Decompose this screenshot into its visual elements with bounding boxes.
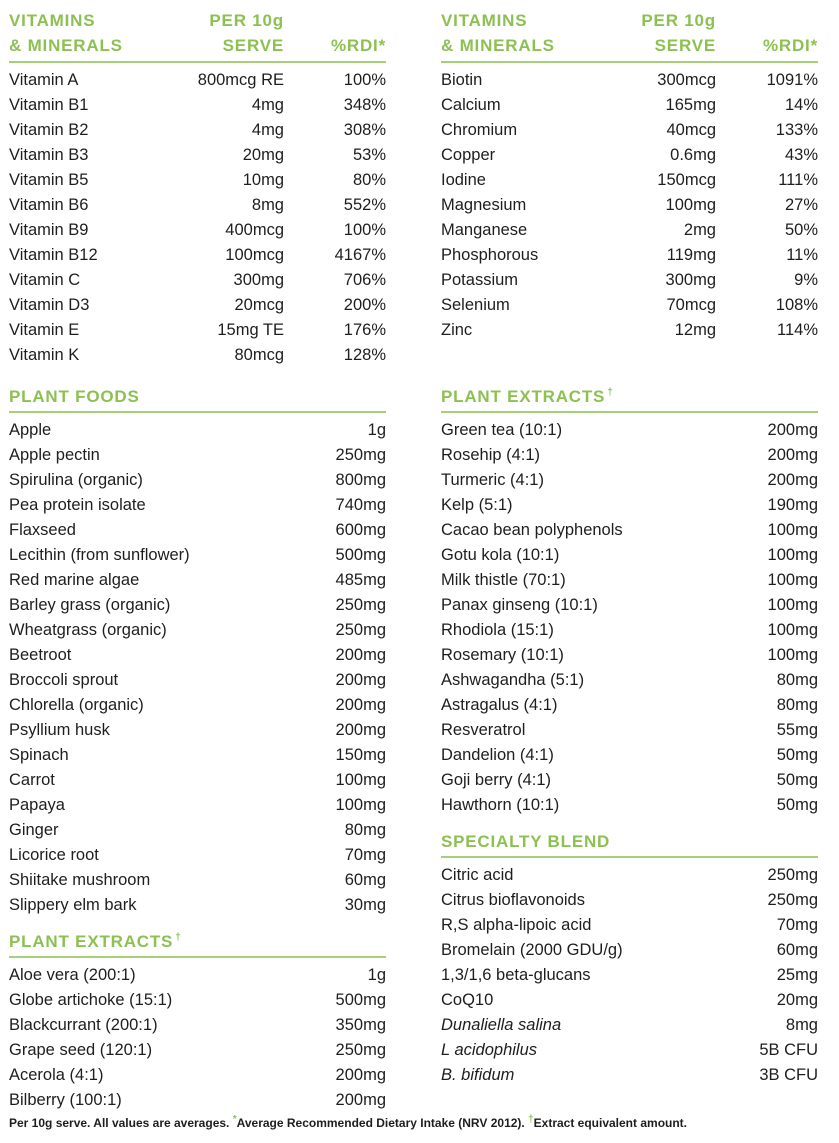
ingredient-name: Hawthorn (10:1): [441, 796, 560, 814]
ingredient-amount: 740mg: [335, 496, 386, 514]
ingredient-amount: 100mg: [767, 546, 818, 564]
ingredient-name: Red marine algae: [9, 571, 140, 589]
nutrient-rdi: 552%: [343, 196, 386, 214]
nutrient-amount: 119mg: [666, 246, 716, 264]
ingredient-name: Lecithin (from sunflower): [9, 546, 190, 564]
table-row: [441, 193, 818, 218]
ingredient-amount: 200mg: [335, 721, 386, 739]
table-row: [441, 988, 818, 1013]
table-row: [441, 118, 818, 143]
table-row: [9, 268, 386, 293]
ingredient-name: Grape seed (120:1): [9, 1041, 153, 1059]
ingredient-amount: 485mg: [335, 571, 386, 589]
ingredient-amount: 80mg: [776, 696, 818, 714]
table-row: [9, 793, 386, 818]
table-row: [9, 593, 386, 618]
ingredient-amount: 100mg: [335, 771, 386, 789]
ingredient-amount: 80mg: [776, 671, 818, 689]
ingredient-amount: 100mg: [767, 646, 818, 664]
nutrient-name: Magnesium: [441, 196, 527, 214]
ingredient-name: Resveratrol: [441, 721, 526, 739]
table-row: [441, 863, 818, 888]
nutrient-name: Potassium: [441, 271, 519, 289]
ingredient-name: Kelp (5:1): [441, 496, 513, 514]
ingredient-name: Turmeric (4:1): [441, 471, 544, 489]
table-row: [9, 668, 386, 693]
ingredient-name: Chlorella (organic): [9, 696, 144, 714]
table-row: [9, 143, 386, 168]
ingredient-amount: 50mg: [776, 796, 818, 814]
ingredient-name: Milk thistle (70:1): [441, 571, 566, 589]
specialty-blend-list: [441, 858, 818, 1088]
ingredient-amount: 100mg: [767, 571, 818, 589]
ingredient-name: Goji berry (4:1): [441, 771, 552, 789]
minerals-list: [441, 63, 818, 343]
nutrient-amount: 165mg: [665, 96, 716, 114]
table-row: [441, 743, 818, 768]
nutrient-name: Vitamin B1: [9, 96, 89, 114]
table-row: [441, 963, 818, 988]
ingredient-name: Rosehip (4:1): [441, 446, 541, 464]
ingredient-name: R,S alpha-lipoic acid: [441, 916, 592, 934]
table-row: [9, 1013, 386, 1038]
nutrient-rdi: 4167%: [334, 246, 386, 264]
ingredient-amount: 200mg: [335, 696, 386, 714]
nutrient-name: Selenium: [441, 296, 510, 314]
nutrient-rdi: 80%: [352, 171, 386, 189]
nutrient-amount: 15mg TE: [217, 321, 284, 339]
nutrient-rdi: 108%: [775, 296, 818, 314]
table-row: [441, 1013, 818, 1038]
nutrient-rdi: 9%: [794, 271, 818, 289]
ingredient-amount: 25mg: [776, 966, 818, 984]
ingredient-amount: 190mg: [767, 496, 818, 514]
ingredient-amount: 20mg: [776, 991, 818, 1009]
ingredient-name: Broccoli sprout: [9, 671, 119, 689]
table-row: [9, 718, 386, 743]
nutrient-amount: 4mg: [251, 121, 284, 139]
nutrient-name: Vitamin K: [9, 346, 80, 364]
ingredient-amount: 100mg: [767, 521, 818, 539]
table-row: [9, 343, 386, 368]
nutrient-amount: 800mcg RE: [197, 71, 284, 89]
table-row: [441, 318, 818, 343]
table-row: [9, 643, 386, 668]
nutrient-rdi: 200%: [343, 296, 386, 314]
ingredient-name: Green tea (10:1): [441, 421, 563, 439]
table-row: [441, 593, 818, 618]
table-row: [441, 938, 818, 963]
nutrient-name: Vitamin B2: [9, 121, 89, 139]
nutrient-amount: 400mcg: [225, 221, 284, 239]
table-row: [441, 618, 818, 643]
ingredient-amount: 1g: [367, 966, 386, 984]
nutrient-rdi: 133%: [775, 121, 818, 139]
table-row: [441, 443, 818, 468]
table-row: [441, 568, 818, 593]
nutrient-amount: 100mcg: [225, 246, 284, 264]
nutrient-amount: 40mcg: [666, 121, 716, 139]
table-row: [9, 443, 386, 468]
ingredient-amount: 1g: [367, 421, 386, 439]
nutrient-name: Calcium: [441, 96, 501, 114]
table-row: [9, 118, 386, 143]
table-row: [441, 293, 818, 318]
table-row: [441, 643, 818, 668]
ingredient-amount: 500mg: [335, 546, 386, 564]
table-row: [441, 68, 818, 93]
right-column: [441, 8, 818, 1088]
ingredient-name: Citric acid: [441, 866, 514, 884]
ingredient-amount: 100mg: [767, 596, 818, 614]
table-row: [441, 668, 818, 693]
ingredient-amount: 250mg: [335, 596, 386, 614]
plant-extracts-list-right: [441, 413, 818, 818]
ingredient-name: Astragalus (4:1): [441, 696, 558, 714]
ingredient-name: Panax ginseng (10:1): [441, 596, 598, 614]
ingredient-amount: 50mg: [776, 771, 818, 789]
nutrient-name: Vitamin B5: [9, 171, 89, 189]
ingredient-amount: 200mg: [335, 1066, 386, 1084]
table-row: [9, 1088, 386, 1113]
ingredient-amount: 5B CFU: [759, 1041, 818, 1059]
table-row: [441, 1063, 818, 1088]
minerals-header: VITAMINS & MINERALS PER 10g SERVE %RDI*: [441, 8, 818, 63]
ingredient-amount: 350mg: [335, 1016, 386, 1034]
nutrient-rdi: 348%: [343, 96, 386, 114]
table-row: [441, 218, 818, 243]
nutrient-amount: 70mcg: [666, 296, 716, 314]
table-row: [9, 93, 386, 118]
nutrient-name: Biotin: [441, 71, 483, 89]
nutrient-amount: 20mg: [242, 146, 284, 164]
nutrient-rdi: 100%: [343, 71, 386, 89]
nutrient-name: Vitamin B6: [9, 196, 89, 214]
ingredient-amount: 250mg: [335, 1041, 386, 1059]
ingredient-name: Spinach: [9, 746, 69, 764]
table-row: [441, 1038, 818, 1063]
nutrient-rdi: 14%: [784, 96, 818, 114]
ingredient-name: Apple: [9, 421, 52, 439]
ingredient-amount: 250mg: [767, 866, 818, 884]
ingredient-name: B. bifidum: [441, 1066, 515, 1084]
ingredient-name: Spirulina (organic): [9, 471, 143, 489]
nutrient-rdi: 50%: [784, 221, 818, 239]
ingredient-name: Psyllium husk: [9, 721, 110, 739]
nutrient-amount: 100mg: [665, 196, 716, 214]
ingredient-amount: 80mg: [344, 821, 386, 839]
nutrient-rdi: 1091%: [766, 71, 818, 89]
nutrient-amount: 0.6mg: [670, 146, 716, 164]
table-row: [441, 243, 818, 268]
table-row: [9, 843, 386, 868]
ingredient-name: Dunaliella salina: [441, 1016, 562, 1034]
ingredient-amount: 60mg: [344, 871, 386, 889]
ingredient-amount: 500mg: [335, 991, 386, 1009]
plant-foods-list: [9, 413, 386, 918]
ingredient-name: Beetroot: [9, 646, 72, 664]
ingredient-name: Licorice root: [9, 846, 99, 864]
ingredient-amount: 200mg: [767, 446, 818, 464]
ingredient-amount: 60mg: [776, 941, 818, 959]
nutrient-name: Vitamin B12: [9, 246, 98, 264]
nutrient-name: Vitamin D3: [9, 296, 90, 314]
ingredient-name: Ginger: [9, 821, 59, 839]
nutrient-name: Chromium: [441, 121, 518, 139]
table-row: [9, 543, 386, 568]
ingredient-name: Bromelain (2000 GDU/g): [441, 941, 623, 959]
table-row: [441, 543, 818, 568]
plant-extracts-list-left: [9, 958, 386, 1113]
table-row: [441, 768, 818, 793]
ingredient-amount: 250mg: [335, 621, 386, 639]
ingredient-amount: 800mg: [335, 471, 386, 489]
nutrient-name: Phosphorous: [441, 246, 539, 264]
plant-extracts-header-right: PLANT EXTRACTS †: [441, 379, 818, 413]
ingredient-amount: 70mg: [776, 916, 818, 934]
table-row: [9, 293, 386, 318]
ingredient-amount: 250mg: [335, 446, 386, 464]
table-row: [9, 963, 386, 988]
ingredient-amount: 3B CFU: [759, 1066, 818, 1084]
plant-extracts-header-left: PLANT EXTRACTS †: [9, 924, 386, 958]
ingredient-name: Carrot: [9, 771, 55, 789]
nutrient-name: Vitamin C: [9, 271, 81, 289]
ingredient-amount: 200mg: [335, 1091, 386, 1109]
table-row: [9, 243, 386, 268]
nutrient-amount: 2mg: [683, 221, 716, 239]
ingredient-name: Papaya: [9, 796, 65, 814]
table-row: [441, 93, 818, 118]
nutrient-name: Zinc: [441, 321, 473, 339]
nutrient-name: Vitamin B9: [9, 221, 89, 239]
ingredient-name: Apple pectin: [9, 446, 100, 464]
ingredient-amount: 70mg: [344, 846, 386, 864]
ingredient-amount: 100mg: [767, 621, 818, 639]
table-row: [9, 518, 386, 543]
nutrient-name: Vitamin E: [9, 321, 80, 339]
vitamins-header: VITAMINS & MINERALS PER 10g SERVE %RDI*: [9, 8, 386, 63]
table-row: [9, 768, 386, 793]
nutrient-rdi: 11%: [786, 246, 818, 264]
ingredient-amount: 100mg: [335, 796, 386, 814]
table-row: [9, 168, 386, 193]
table-row: [441, 268, 818, 293]
ingredient-name: 1,3/1,6 beta-glucans: [441, 966, 591, 984]
nutrient-amount: 12mg: [674, 321, 716, 339]
table-row: [9, 818, 386, 843]
table-row: [441, 888, 818, 913]
ingredient-name: Rhodiola (15:1): [441, 621, 554, 639]
ingredient-amount: 200mg: [767, 421, 818, 439]
ingredient-name: Globe artichoke (15:1): [9, 991, 173, 1009]
ingredient-amount: 200mg: [767, 471, 818, 489]
ingredient-name: Rosemary (10:1): [441, 646, 564, 664]
nutrient-rdi: 53%: [352, 146, 386, 164]
vitamins-list: [9, 63, 386, 368]
ingredient-amount: 8mg: [785, 1016, 818, 1034]
ingredient-name: Slippery elm bark: [9, 896, 137, 914]
nutrient-name: Vitamin A: [9, 71, 79, 89]
table-row: [9, 893, 386, 918]
table-row: [441, 793, 818, 818]
nutrient-rdi: 176%: [343, 321, 386, 339]
nutrient-amount: 80mcg: [234, 346, 284, 364]
nutrient-amount: 4mg: [251, 96, 284, 114]
table-row: [9, 318, 386, 343]
table-row: [441, 693, 818, 718]
table-row: [9, 568, 386, 593]
table-row: [441, 518, 818, 543]
nutrient-amount: 300mg: [665, 271, 716, 289]
nutrient-name: Iodine: [441, 171, 486, 189]
ingredient-amount: 150mg: [335, 746, 386, 764]
nutrient-name: Copper: [441, 146, 496, 164]
ingredient-amount: 200mg: [335, 646, 386, 664]
table-row: [9, 493, 386, 518]
ingredient-name: Flaxseed: [9, 521, 76, 539]
ingredient-name: Gotu kola (10:1): [441, 546, 560, 564]
nutrient-amount: 150mcg: [657, 171, 716, 189]
table-row: [441, 468, 818, 493]
ingredient-name: Blackcurrant (200:1): [9, 1016, 158, 1034]
ingredient-name: Cacao bean polyphenols: [441, 521, 623, 539]
ingredient-name: L acidophilus: [441, 1041, 538, 1059]
nutrient-amount: 10mg: [242, 171, 284, 189]
footnote: Per 10g serve. All values are averages. *Average Recommended Dietary Intake (NRV 2012). †Extract equivalent amount.: [9, 1114, 688, 1130]
ingredient-name: Wheatgrass (organic): [9, 621, 167, 639]
ingredient-name: Shiitake mushroom: [9, 871, 151, 889]
nutrient-rdi: 706%: [343, 271, 386, 289]
ingredient-amount: 200mg: [335, 671, 386, 689]
table-row: [9, 193, 386, 218]
specialty-blend-header: SPECIALTY BLEND: [441, 824, 818, 858]
table-row: [9, 68, 386, 93]
table-row: [9, 1063, 386, 1088]
table-row: [9, 218, 386, 243]
nutrient-rdi: 27%: [784, 196, 818, 214]
ingredient-name: CoQ10: [441, 991, 494, 1009]
ingredient-amount: 50mg: [776, 746, 818, 764]
table-row: [9, 693, 386, 718]
ingredient-amount: 30mg: [344, 896, 386, 914]
nutrient-amount: 300mcg: [657, 71, 716, 89]
nutrient-rdi: 128%: [343, 346, 386, 364]
table-row: [9, 988, 386, 1013]
nutrient-rdi: 308%: [343, 121, 386, 139]
ingredient-name: Aloe vera (200:1): [9, 966, 136, 984]
table-row: [9, 618, 386, 643]
ingredient-name: Citrus bioflavonoids: [441, 891, 585, 909]
nutrient-rdi: 114%: [777, 321, 818, 339]
table-row: [441, 718, 818, 743]
table-row: [441, 913, 818, 938]
nutrient-name: Vitamin B3: [9, 146, 89, 164]
plant-foods-header: PLANT FOODS: [9, 379, 386, 413]
table-row: [441, 493, 818, 518]
ingredient-name: Dandelion (4:1): [441, 746, 554, 764]
nutrient-amount: 300mg: [233, 271, 284, 289]
nutrient-amount: 8mg: [251, 196, 284, 214]
left-column: [9, 8, 386, 1113]
ingredient-name: Ashwagandha (5:1): [441, 671, 585, 689]
ingredient-name: Pea protein isolate: [9, 496, 146, 514]
ingredient-amount: 250mg: [767, 891, 818, 909]
table-row: [441, 418, 818, 443]
ingredient-amount: 600mg: [335, 521, 386, 539]
nutrient-rdi: 43%: [784, 146, 818, 164]
table-row: [9, 468, 386, 493]
ingredient-name: Acerola (4:1): [9, 1066, 104, 1084]
table-row: [9, 743, 386, 768]
ingredient-name: Bilberry (100:1): [9, 1091, 122, 1109]
table-row: [441, 168, 818, 193]
nutrient-name: Manganese: [441, 221, 528, 239]
ingredient-name: Barley grass (organic): [9, 596, 171, 614]
nutrient-amount: 20mcg: [234, 296, 284, 314]
table-row: [9, 1038, 386, 1063]
table-row: [441, 143, 818, 168]
nutrient-rdi: 100%: [343, 221, 386, 239]
table-row: [9, 418, 386, 443]
nutrient-rdi: 111%: [778, 171, 818, 189]
table-row: [9, 868, 386, 893]
ingredient-amount: 55mg: [776, 721, 818, 739]
